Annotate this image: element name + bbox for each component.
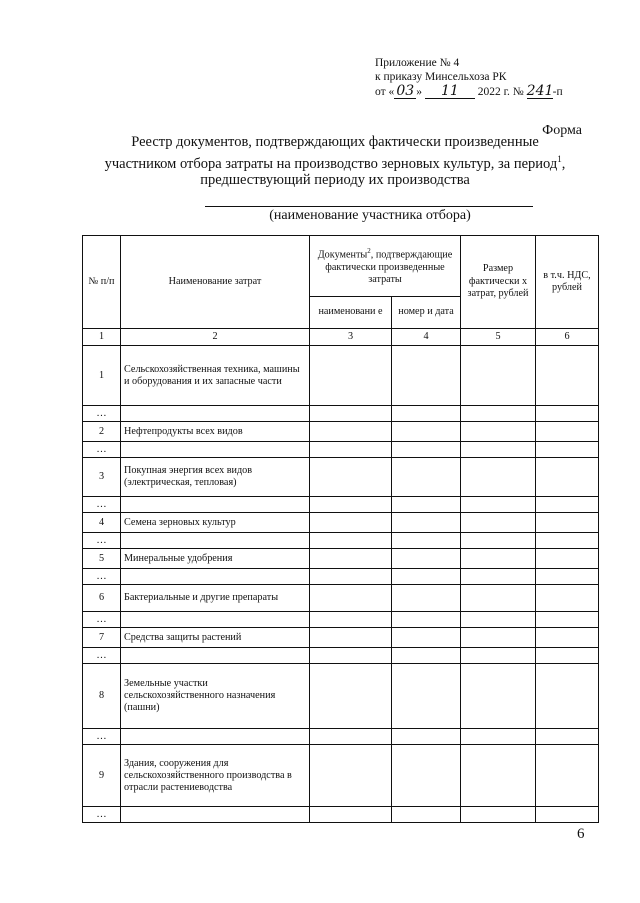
cost-name [121,497,310,513]
doc-number-cell [392,406,461,422]
vat-cell [536,664,599,729]
table-row [83,628,599,648]
table-row [83,513,599,533]
title-line-2-end: , [561,155,566,172]
header-amount: Размер фактически х затрат, рублей [461,236,536,329]
doc-name-cell [310,612,392,628]
doc-number-cell [392,497,461,513]
doc-number-cell [392,648,461,664]
row-number: … [83,807,121,823]
cost-name [121,807,310,823]
table-row [83,549,599,569]
cost-name: Нефтепродукты всех видов [121,422,310,442]
amount-cell [461,745,536,807]
row-number: … [83,648,121,664]
vat-cell [536,513,599,533]
amount-cell [461,729,536,745]
table-row [83,569,599,585]
amount-cell [461,422,536,442]
table-row [83,807,599,823]
cost-name: Земельные участки сельскохозяйственного назначения (пашни) [121,664,310,729]
header-num: № п/п [83,236,121,329]
amount-cell [461,612,536,628]
doc-name-cell [310,442,392,458]
cost-name [121,569,310,585]
doc-number-cell [392,569,461,585]
col-number-3: 3 [310,329,392,346]
doc-name-cell [310,664,392,729]
title-line-3: предшествующий периоду их производства [200,171,470,188]
doc-name-cell [310,513,392,533]
col-number-1: 1 [83,329,121,346]
date-year: 2022 г. № [477,86,524,98]
vat-cell [536,458,599,497]
doc-number-cell [392,458,461,497]
amount-cell [461,664,536,729]
header-docs-text: Документы [317,249,368,261]
doc-number-cell [392,745,461,807]
header-docs-footnote: 2 [367,247,371,256]
cost-name: Здания, сооружения для сельскохозяйственного производства в отрасли растениеводства [121,745,310,807]
amount-cell [461,807,536,823]
row-number: … [83,612,121,628]
amount-cell [461,458,536,497]
doc-name-cell [310,807,392,823]
cost-name [121,648,310,664]
amount-cell [461,585,536,612]
row-number: 8 [83,664,121,729]
doc-name-cell [310,549,392,569]
vat-cell [536,442,599,458]
title-footnote-1: 1 [557,153,562,164]
amount-cell [461,628,536,648]
row-number: … [83,442,121,458]
vat-cell [536,406,599,422]
doc-name-cell [310,406,392,422]
table-row [83,745,599,807]
amount-cell [461,497,536,513]
amount-cell [461,549,536,569]
vat-cell [536,422,599,442]
appendix-date-line [375,84,563,99]
doc-name-cell [310,745,392,807]
cost-name [121,442,310,458]
header-vat: в т.ч. НДС, рублей [536,236,599,329]
table-row [83,585,599,612]
doc-name-cell [310,533,392,549]
header-name: Наименование затрат [121,236,310,329]
table-row [83,533,599,549]
date-day: 03 [394,84,416,99]
row-number: 6 [83,585,121,612]
vat-cell [536,648,599,664]
cost-name: Сельскохозяйственная техника, машины и оборудования и их запасные части [121,346,310,406]
header-docs-rest: , подтверждающие фактически произведенные затраты [325,249,453,286]
amount-cell [461,533,536,549]
amount-cell [461,442,536,458]
table-row [83,422,599,442]
doc-number-cell [392,807,461,823]
header-doc-num: номер и дата [392,297,461,329]
vat-cell [536,497,599,513]
col-number-4: 4 [392,329,461,346]
vat-cell [536,585,599,612]
doc-name-cell [310,628,392,648]
appendix-order-ref: к приказу Минсельхоза РК [375,71,507,83]
order-number: 241 [526,83,554,99]
page-number: 6 [577,826,585,842]
table-row [83,729,599,745]
vat-cell [536,549,599,569]
doc-name-cell [310,346,392,406]
doc-number-cell [392,628,461,648]
row-number: … [83,533,121,549]
doc-number-cell [392,729,461,745]
form-label: Форма [542,123,582,138]
cost-name: Средства защиты растений [121,628,310,648]
row-number: 7 [83,628,121,648]
doc-number-cell [392,549,461,569]
col-number-6: 6 [536,329,599,346]
vat-cell [536,533,599,549]
doc-number-cell [392,664,461,729]
table-row [83,406,599,422]
document-title [95,134,575,188]
cost-name: Бактериальные и другие препараты [121,585,310,612]
doc-number-cell [392,513,461,533]
title-line-2-text: участником отбора затраты на производство зерновых культур, за период [104,155,558,172]
cost-name [121,729,310,745]
date-separator: » [416,86,422,98]
cost-name [121,406,310,422]
doc-number-cell [392,346,461,406]
date-prefix: от « [375,86,395,98]
doc-number-cell [392,533,461,549]
register-table [82,235,599,823]
table-row [83,664,599,729]
row-number: 2 [83,422,121,442]
amount-cell [461,346,536,406]
row-number: … [83,497,121,513]
vat-cell [536,807,599,823]
vat-cell [536,745,599,807]
appendix-title: Приложение № 4 [375,57,460,69]
doc-number-cell [392,585,461,612]
col-number-5: 5 [461,329,536,346]
amount-cell [461,569,536,585]
appendix-block [375,56,563,99]
table-row [83,346,599,406]
cost-name: Покупная энергия всех видов (электрическая, тепловая) [121,458,310,497]
participant-name-line [205,206,533,207]
doc-name-cell [310,729,392,745]
vat-cell [536,628,599,648]
table-row [83,612,599,628]
doc-name-cell [310,585,392,612]
table-row [83,497,599,513]
doc-name-cell [310,497,392,513]
row-number: 4 [83,513,121,533]
doc-number-cell [392,422,461,442]
doc-name-cell [310,569,392,585]
vat-cell [536,729,599,745]
doc-number-cell [392,612,461,628]
vat-cell [536,569,599,585]
title-line-1: Реестр документов, подтверждающих фактически произведенные [131,134,539,150]
row-number: … [83,729,121,745]
amount-cell [461,513,536,533]
header-doc-name: наименовани е [310,297,392,329]
row-number: … [83,406,121,422]
table-row [83,458,599,497]
col-number-2: 2 [121,329,310,346]
amount-cell [461,648,536,664]
vat-cell [536,346,599,406]
row-number: … [83,569,121,585]
cost-name [121,533,310,549]
row-number: 9 [83,745,121,807]
title-line-2 [95,151,575,172]
header-row-1 [83,236,599,297]
doc-name-cell [310,648,392,664]
doc-name-cell [310,458,392,497]
order-suffix: -п [552,86,563,98]
row-number: 5 [83,549,121,569]
table-row [83,648,599,664]
participant-caption: (наименование участника отбора) [269,208,471,223]
table-row [83,442,599,458]
amount-cell [461,406,536,422]
column-numbers-row [83,329,599,346]
header-docs [310,236,461,297]
cost-name: Минеральные удобрения [121,549,310,569]
row-number: 3 [83,458,121,497]
cost-name: Семена зерновых культур [121,513,310,533]
doc-name-cell [310,422,392,442]
doc-number-cell [392,442,461,458]
vat-cell [536,612,599,628]
date-month: 11 [425,84,475,99]
row-number: 1 [83,346,121,406]
cost-name [121,612,310,628]
